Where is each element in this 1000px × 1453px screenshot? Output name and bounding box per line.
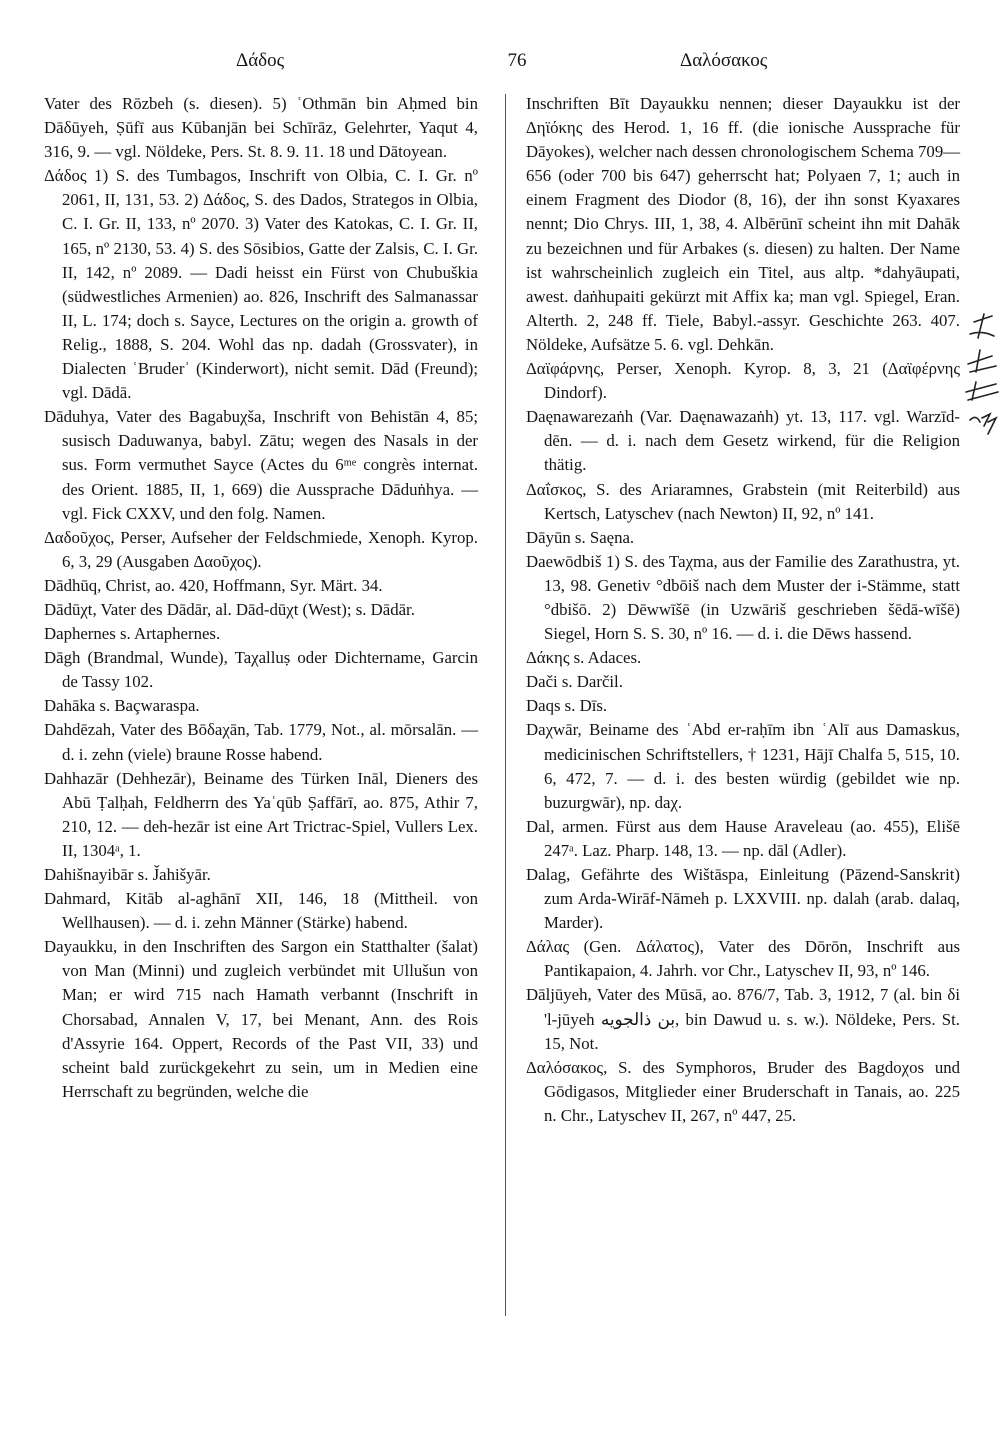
right-column [526, 92, 960, 1128]
entry: Dāljūyeh, Vater des Mūsā, ao. 876/7, Tab. 3, 1912, 7 (al. bin δi 'l-jūyeh بن ذالجويه, bin Dawud u. s. w.). Nöldeke, Pers. St. 15, Not. [526, 985, 960, 1053]
entry: Dahmard, Kitāb al-aghānī XII, 146, 18 (Mittheil. von Wellhausen). — d. i. zehn Männer (Stärke) habend. [44, 889, 478, 933]
entry: Daqs s. Dīs. [526, 696, 608, 716]
entry: Daχwār, Beiname des ʿAbd er-raḥīm ibn ʿAlī aus Damaskus, medicinischen Schriftstellers, † 1231, Hājī Chalfa 5, 515, 10. 6, 472, 7. — d. i. des besten würdig (gebildet wie np. buzurgwār), np. daχ. [526, 720, 960, 812]
entry: Δάδος 1) S. des Tumbagos, Inschrift von Olbia, C. I. Gr. nº 2061, II, 131, 53. 2) Δάδος, S. des Dados, Strategos in Olbia, C. I. Gr. II, 133, nº 2070. 3) Vater des Katokas, C. I. Gr. II, 165, nº 2130, 53. 4) S. des Sōsibios, Gatte der Zalsis, C. I. Gr. II, 142, nº 2089. — Dadi heisst ein Fürst von Chubuškia (südwestliches Armenien) ao. 826, Inschrift des Salmanassar II, L. 174; doch s. Sayce, Lectures on the origin a. growth of Relig., 1888, S. 204. Wohl das np. dadah (Grossvater), in Dialecten ʿBruderʾ (Kinderwort), nicht semit. Dād (Freund); vgl. Dādā. [44, 166, 478, 403]
entry: Daewōdbiš 1) S. des Taχma, aus der Familie des Zarathustra, yt. 13, 98. Genetiv °dbōiš nach dem Muster der i-Stämme, statt °dbišō. 2) Dēwwīšē (in Uzwāriš geschrieben šēdā-wīšē) Siegel, Horn S. S. 30, nº 16. — d. i. die Dēws hassend. [526, 551, 960, 644]
entry: Δαλόσακος, S. des Symphoros, Bruder des Bagdoχos und Gōdigasos, Mitglieder einer Bruderschaft in Tanais, ao. 225 n. Chr., Latyschev II, 267, nº 447, 25. [526, 1057, 960, 1125]
entry: Dahhazār (Dehhezār), Beiname des Türken Ināl, Dieners des Abū Ṭalḥah, Feldherrn des Yaʿqūb Ṣaffārī, ao. 875, Athir 7, 210, 12. — deh-hezār ist eine Art Trictrac-Spiel, Vullers Lex. II, 1304ᵃ, 1. [44, 768, 478, 860]
entry: Dādūχt, Vater des Dādār, al. Dād-dūχt (West); s. Dādār. [44, 599, 415, 619]
entry: Δαϊφάρνης, Perser, Xenoph. Kyrop. 8, 3, 21 (Δαϊφέρνης Dindorf). [526, 359, 960, 403]
handwritten-margin-notes [962, 300, 1000, 440]
left-column [44, 92, 478, 1104]
entry: Δαΐσκος, S. des Ariaramnes, Grabstein (mit Reiterbild) aus Kertsch, Latyschev (nach Newton) II, 92, nº 141. [526, 479, 960, 523]
entry: Dači s. Darčil. [526, 672, 623, 692]
entry: Δαδοῦχος, Perser, Aufseher der Feldschmiede, Xenoph. Kyrop. 6, 3, 29 (Ausgaben Δαοῦχος). [44, 527, 478, 571]
handwriting-scribble [962, 300, 1000, 440]
entry: Dahišnayibār s. J̌ahišyār. [44, 865, 211, 884]
entry: Dal, armen. Fürst aus dem Hause Araveleau (ao. 455), Elišē 247ᵃ. Laz. Pharp. 148, 13. — np. dāl (Adler). [526, 816, 960, 860]
column-divider [505, 94, 506, 1316]
entry: Dahdēzah, Vater des Bōδaχān, Tab. 1779, Not., al. mōrsalān. — d. i. zehn (viele) braune Rosse habend. [44, 720, 478, 764]
entry: Dahāka s. Baçwaraspa. [44, 696, 200, 716]
entry: Dāyūn s. Saęna. [526, 527, 635, 547]
entry: Dalag, Gefährte des Wištāspa, Einleitung (Pāzend-Sanskrit) zum Arda-Wirāf-Nāmeh p. LXXVIII. np. dalah (arab. dalaq, Marder). [526, 865, 960, 933]
header-left-word: Δάδος [236, 50, 285, 71]
entry: Dāduhya, Vater des Bagabuχša, Inschrift von Behistān 4, 85; susisch Daduwanya, babyl. Zātu; wegen des Nasals in der sus. Form vermuthet Sayce (Actes du 6ᵐᵉ congrès internat. des Orient. 1885, II, 1, 669) die Aussprache Dāduṅhya. — vgl. Fick CXXV, und den folg. Namen. [44, 407, 478, 523]
entry: Daphernes s. Artaphernes. [44, 624, 221, 644]
entry: Dādhūq, Christ, ao. 420, Hoffmann, Syr. Märt. 34. [44, 575, 383, 595]
entry: Δάκης s. Adaces. [526, 648, 642, 668]
page-number: 76 [507, 50, 527, 71]
entry: Dāgh (Brandmal, Wunde), Taχalluṣ oder Dichtername, Garcin de Tassy 102. [44, 648, 478, 692]
entry: Δάλας (Gen. Δάλατος), Vater des Dōrōn, Inschrift aus Pantikapaion, 4. Jahrh. vor Chr., Latyschev II, 93, nº 146. [526, 937, 960, 981]
entry-continued: Inschriften Bīt Dayaukku nennen; dieser Dayaukku ist der Δηϊόκης des Herod. 1, 16 ff. (die ionische Aussprache für Dāyokes), welcher nach dessen chronologischem Schema 709—656 (oder 700 bis 647) geherrscht hat; Polyaen 7, 1; auch in einem Fragment des Diodor (8, 16), der ihn sonst Kyaxares nennt; Dio Chrys. III, 1, 38, 4. Albērūnī scheint ihn mit Dahāk zu bezeichnen und für Arbakes (s. diesen) zu halten. Der Name ist wahrscheinlich zugleich ein Titel, aus altp. *dahyāupati, awest. daṅhupaiti gekürzt mit Affix ka; man vgl. Spiegel, Eran. Alterth. 2, 248 ff. Tiele, Babyl.-assyr. Geschichte 263. 407. Nöldeke, Aufsätze 5. 6. vgl. Dehkān. [526, 94, 960, 354]
header-right-word: Δαλόσακος [680, 50, 768, 71]
running-header [40, 50, 965, 76]
entry: Daęnawarezaṅh (Var. Daęnawazaṅh) yt. 13, 117. vgl. Warzīd-dēn. — d. i. nach dem Gesetz wirkend, für die Religion thätig. [526, 407, 960, 475]
entry-continued: Vater des Rōzbeh (s. diesen). 5) ʿOthmān bin Aḥmed bin Dāδūyeh, Ṣūfī aus Kūbanjān bei Schīrāz, Gelehrter, Yaqut 4, 316, 9. — vgl. Nöldeke, Pers. St. 8. 9. 11. 18 und Dātoyean. [44, 94, 478, 162]
entry: Dayaukku, in den Inschriften des Sargon ein Statthalter (šalat) von Man (Minni) und zugleich verbündet mit Ullušun von Man; er wird 715 nach Hamath verbannt (Inschrift in Chorsabad, Annalen V, 17, bei Menant, Ann. des Rois d'Assyrie 164. Oppert, Records of the Past VII, 33) und scheint bald zurückgekehrt zu sein, um in Medien eine Herrschaft zu begründen, welche die [44, 937, 478, 1101]
